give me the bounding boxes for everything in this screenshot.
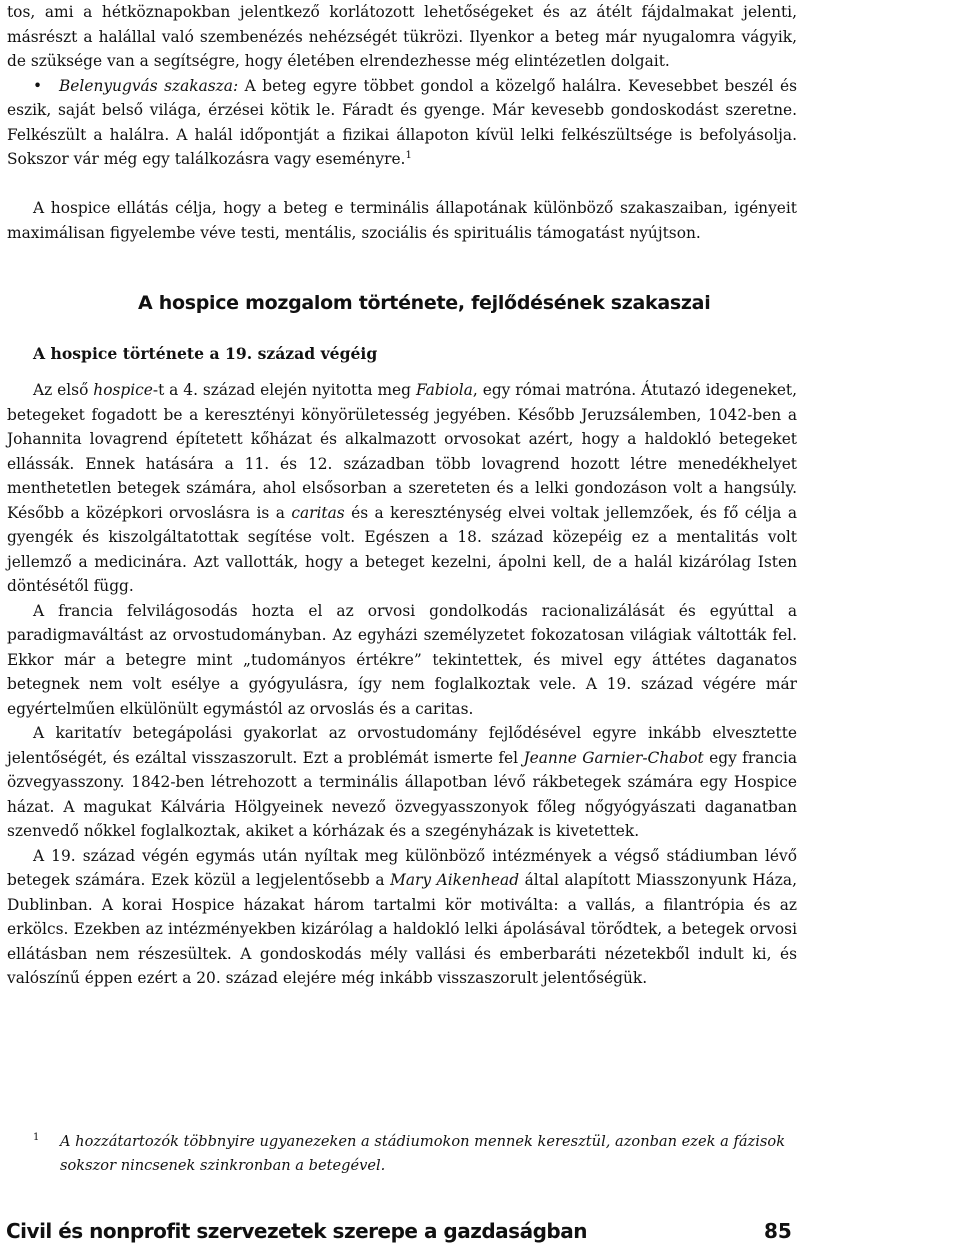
p1-text-e: , egy római matróna. Átutazó idegeneket, betegeket fogadott be a keresztényi könyörületesség jegyében. Később Jeruzsálemben, 1042-ben a Johannita lovagrend építetett kőházat és alkalmazott orvosokat azért, hogy a haldokló betegeket ellássák. Ennek hatására a 11. és 12. században több lovagrend hozott létre menedékhelyet menthetetlen betegek számára, ahol elsősorban a szereteten és a lelki gondozáson volt a hangsúly. Később a középkori orvoslásra is a [7,381,798,522]
bullet-icon: • [33,76,43,95]
aim-paragraph-block [7,196,797,245]
footnote-text: A hozzátartozók többnyire ugyanezeken a stádiumokon mennek keresztül, azonban ezek a fázisok sokszor nincsenek szinkronban a betegével. [60,1133,786,1174]
bullet-item-acceptance [7,74,797,172]
bullet-label: Belenyugvás szakasza: [59,76,239,95]
history-body [7,378,797,991]
p1-italic-caritas: caritas [291,503,345,522]
p3-text-a: A karitatív betegápolási gyakorlat az orvostudomány fejlődésével egyre inkább elvesztette jelentőségét, és ezáltal visszaszorult. Ezt a problémát ismerte fel [7,724,797,767]
footnote-number: 1 [33,1132,40,1143]
p1-text-g: és a kereszténység elvei voltak jellemzőek, és fő célja a gyengék és kiszolgáltatottak segítése volt. Egészen a 18. század közepéig ez a mentalitás volt jellemző a medicinára. Azt vallották, hogy a beteget kezelni, ápolni kell, de a halál kizárólag Isten döntésétől függ. [7,503,797,595]
footnote-ref[interactable]: 1 [405,149,412,161]
p1-italic-hospice: hospice [93,381,153,399]
footnote [33,1130,793,1178]
sub-title: A hospice története a 19. század végéig [33,344,378,363]
p4-italic-name: Mary Aikenhead [390,871,520,889]
p1-italic-fabiola: Fabiola [415,381,473,399]
p4-text-a: A 19. század végén egymás után nyíltak meg különböző intézmények a végső stádiumban lévő betegek számára. Ezek közül a legjelentősebb a [7,846,797,889]
page-number: 85 [764,1219,792,1243]
p3-text-c: egy francia özvegyasszony. 1842-ben létrehozott a terminális állapotban lévő rákbetegek számára egy Hospice házat. A magukat Kálvária Hölgyeinek nevező özvegyasszonyok főleg nőgyógyászati daganatban szenvedő nőkkel foglalkoztak, akiket a kórházak és a szegényházak is kivetettek. [7,748,797,840]
paragraph-2: A francia felvilágosodás hozta el az orvosi gondolkodás racionalizálását és egyúttal a paradigmaváltást az orvostudományban. Az egyházi személyzetet fokozatosan világiak váltották fel. Ekkor már a betegre mint „tudományos értékre” tekintettek, és mivel egy áttétes daganatos betegnek nem volt esélye a gyógyulásra, így nem foglalkoztak vele. A 19. század végére már egyértelműen elkülönült egymástól az orvoslás és a caritas. [7,601,797,718]
p1-text-a: Az első [33,381,94,399]
paragraph-4 [7,844,797,991]
p4-text-c: által alapított Miasszonyunk Háza, Dublinban. A korai Hospice házakat három tartalmi kör motiválta: a vallás, a filantrópia és az erkölcs. Ezekben az intézményekben kizárólag a haldokló lelki ápolásával törődtek, a betegek orvosi ellátásban nem részesültek. A gondoskodás mély vallási és emberbaráti nézetekből indult ki, és valószínű éppen ezért a 20. század elejére még inkább visszaszorult jelentőségük. [7,871,797,987]
body-text-top [7,0,797,172]
continued-paragraph: tos, ami a hétköznapokban jelentkező korlátozott lehetőségeket és az átélt fájdalmakat jelenti, másrészt a halállal való szembenézés nehézségét tükrözi. Ilyenkor a beteg már nyugalomra vágyik, de szüksége van a segítségre, hogy életében elrendezhesse még elintézetlen dolgait. [7,3,797,70]
p1-text-c: -t a 4. század elején nyitotta meg [152,381,416,399]
section-title: A hospice mozgalom története, fejlődésének szakaszai [138,292,711,314]
paragraph-3 [7,721,797,844]
paragraph-1 [7,378,797,599]
aim-paragraph: A hospice ellátás célja, hogy a beteg e terminális állapotának különböző szakaszaiban, igényeit maximálisan figyelembe véve testi, mentális, szociális és spirituális támogatást nyújtson. [7,199,797,242]
bullet-text: A beteg egyre többet gondol a közelgő halálra. Kevesebbet beszél és eszik, saját belső világa, érzései kötik le. Fáradt és gyenge. Már kevesebb gondoskodást szeretne. Felkészült a halálra. A halál időpontját a fizikai állapoton kívül lelki felkészültsége is befolyásolja. Sokszor vár még egy találkozásra vagy eseményre. [7,76,797,168]
p3-italic-name: Jeanne Garnier-Chabot [523,748,704,767]
footer-title: Civil és nonprofit szervezetek szerepe a gazdaságban [6,1219,587,1243]
